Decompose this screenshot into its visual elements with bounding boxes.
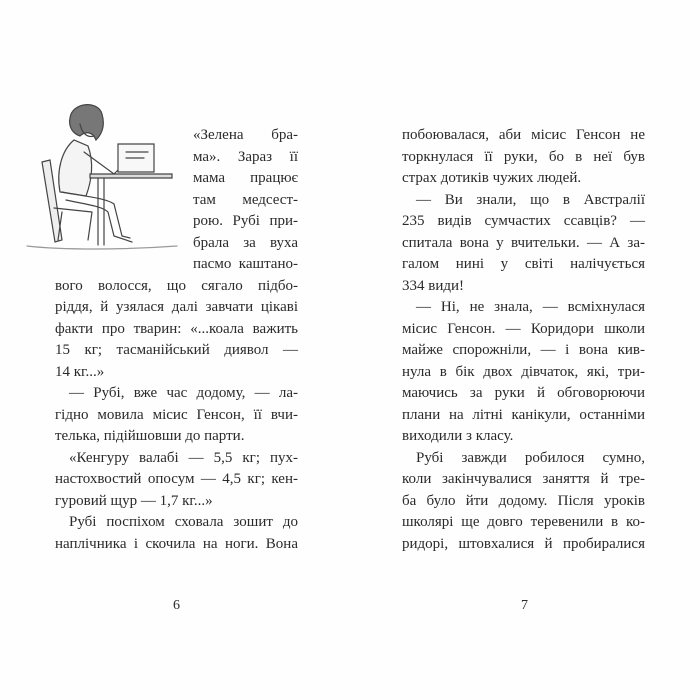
text-line: Рубі поспіхом сховала зошит до [69, 514, 298, 530]
text-line: 15 кг; тасманійський диявол — [55, 342, 298, 358]
text-line: «Кенгуру валабі — 5,5 кг; пух- [69, 450, 298, 466]
text-line: Рубі завжди робилося сумно, [416, 450, 645, 466]
text-line: «Зелена бра- [193, 127, 298, 143]
page-number-right: 7 [521, 598, 528, 613]
text-line: виходили з класу. [402, 428, 514, 444]
text-line: коли закінчувалися заняття й тре- [402, 471, 645, 487]
text-line: ба було йти додому. Після уроків [402, 493, 645, 509]
text-line: наплічника і скочила на ноги. Вона [55, 536, 298, 552]
text-line: ридорі, штовхалися й пробиралися [402, 536, 645, 552]
text-line: майже спорожніли, — і вона кив- [402, 342, 645, 358]
text-line: ріддя, й узялася далі завчати цікаві [55, 299, 298, 315]
text-line: — Ні, не знала, — всміхнулася [416, 299, 645, 315]
text-line: ма». Зараз її [193, 149, 298, 165]
text-line: маючись за руки й обговорюючи [402, 385, 645, 401]
text-line: спитала вона у вчительки. — А за- [402, 235, 645, 251]
text-line: школярі ще довго теревенили в ко- [402, 514, 645, 530]
girl-at-desk-illustration [22, 100, 182, 250]
text-line: 235 видів сумчастих ссавців? — [402, 213, 645, 229]
text-line: гуровий щур — 1,7 кг...» [55, 493, 213, 509]
text-line: — Рубі, вже час додому, — ла- [69, 385, 298, 401]
text-line: мама працює [193, 170, 298, 186]
text-line: там медсест- [193, 192, 298, 208]
text-line: телька, підійшовши до парти. [55, 428, 245, 444]
text-line: настохвостий опосум — 4,5 кг; кен- [55, 471, 298, 487]
text-line: пасмо каштано- [193, 256, 298, 272]
text-line: торкнулася її руки, бо в неї був [402, 149, 645, 165]
text-line: 14 кг...» [55, 364, 105, 380]
text-line: факти про тварин: «...коала важить [55, 321, 298, 337]
text-line: брала за вуха [193, 235, 298, 251]
text-line: галом нині у світі налічується [402, 256, 645, 272]
text-line: нула в бік двох дівчаток, які, три- [402, 364, 645, 380]
text-line: побоювалася, аби місис Генсон не [402, 127, 645, 143]
text-line: вого волосся, що сягало підбо- [55, 278, 298, 294]
text-line: плани на літні канікули, останніми [402, 407, 645, 423]
text-line: 334 види! [402, 278, 465, 294]
page-number-left: 6 [173, 598, 180, 613]
text-line: — Ви знали, що в Австралії [416, 192, 645, 208]
text-line: гідно мовила місис Генсон, її вчи- [55, 407, 298, 423]
text-line: страх дотиків чужих людей. [402, 170, 582, 186]
text-line: місис Генсон. — Коридори школи [402, 321, 645, 337]
text-line: рою. Рубі при- [193, 213, 298, 229]
